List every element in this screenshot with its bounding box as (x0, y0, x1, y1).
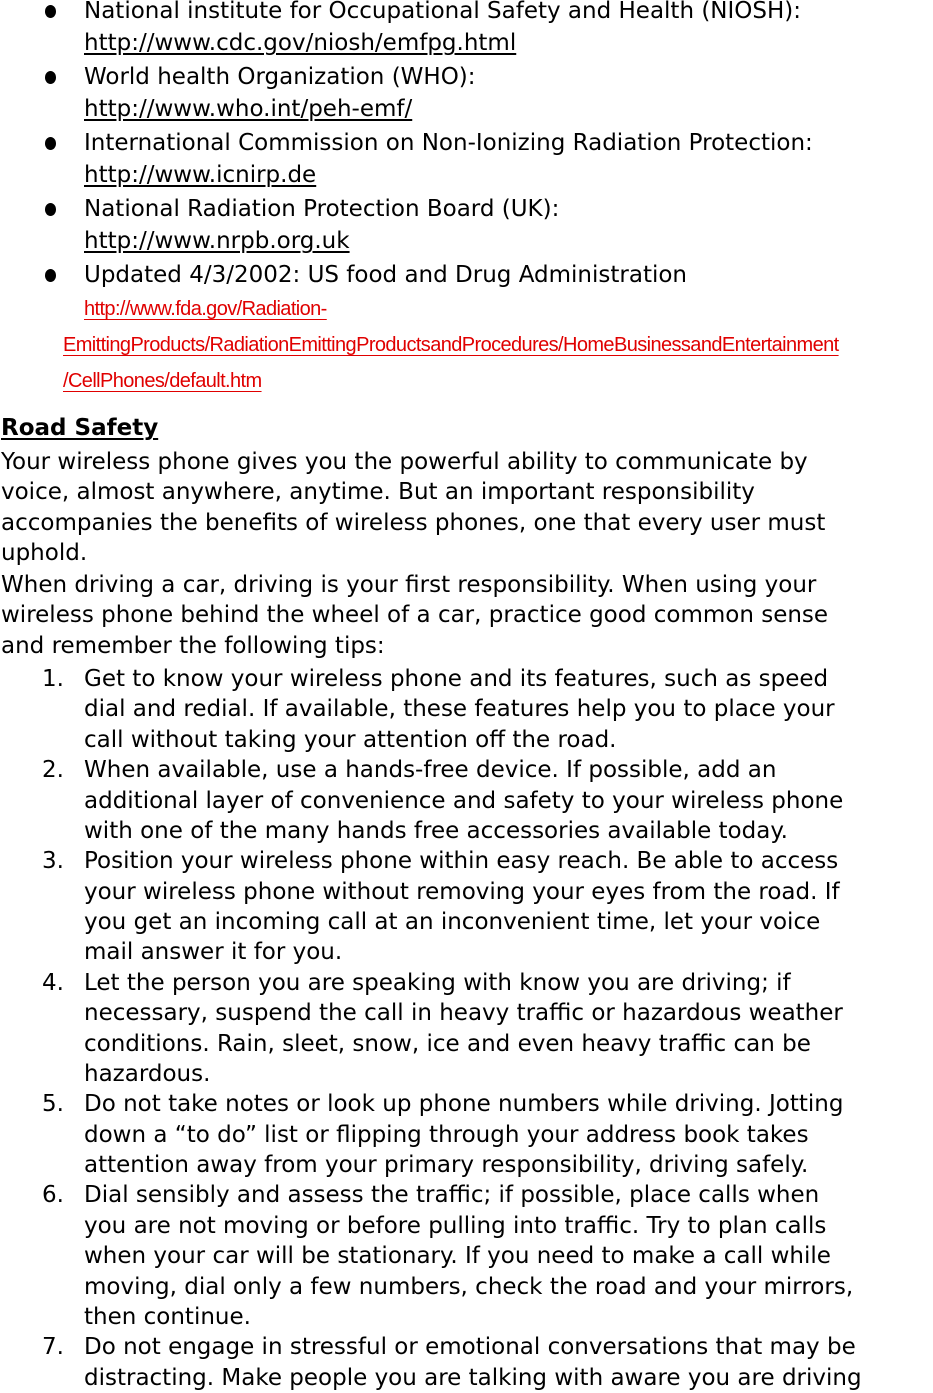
resource-label: World health Organization (WHO): (84, 64, 476, 90)
resource-link[interactable]: http://www.cdc.gov/niosh/emfpg.html (84, 30, 517, 56)
paragraph-line: Your wireless phone gives you the powerful ability to communicate by (1, 449, 808, 475)
tip-line: with one of the many hands free accessories available today. (84, 818, 788, 844)
fda-link[interactable]: EmittingProducts/RadiationEmittingProductsandProcedures/HomeBusinessandEntertainment (63, 334, 839, 356)
tip-line: distracting. Make people you are talking with aware you are driving (84, 1365, 862, 1391)
fda-link[interactable]: http://www.fda.gov/Radiation- (84, 298, 327, 320)
paragraph-line: voice, almost anywhere, anytime. But an important responsibility (1, 479, 755, 505)
tip-number: 2. (42, 757, 64, 783)
tip-line: call without taking your attention off the road. (84, 727, 617, 753)
tip-line: moving, dial only a few numbers, check the road and your mirrors, (84, 1274, 854, 1300)
resource-label: National institute for Occupational Safety and Health (NIOSH): (84, 0, 802, 24)
tip-number: 3. (42, 848, 64, 874)
fda-label: Updated 4/3/2002: US food and Drug Administration (84, 262, 687, 288)
tip-line: additional layer of convenience and safety to your wireless phone (84, 788, 844, 814)
paragraph-line: and remember the following tips: (1, 633, 385, 659)
tip-line: Dial sensibly and assess the traffic; if possible, place calls when (84, 1182, 820, 1208)
tip-line: then continue. (84, 1304, 251, 1330)
resource-link[interactable]: http://www.icnirp.de (84, 162, 317, 188)
bullet-icon (45, 71, 56, 84)
tip-line: Do not engage in stressful or emotional conversations that may be (84, 1334, 856, 1360)
bullet-icon (45, 269, 56, 282)
tip-line: down a “to do” list or flipping through your address book takes (84, 1122, 809, 1148)
tip-line: When available, use a hands-free device. If possible, add an (84, 757, 777, 783)
bullet-icon (45, 5, 56, 18)
tip-number: 5. (42, 1091, 64, 1117)
tip-line: conditions. Rain, sleet, snow, ice and even heavy traffic can be (84, 1031, 811, 1057)
bullet-icon (45, 137, 56, 150)
paragraph-line: wireless phone behind the wheel of a car, practice good common sense (1, 602, 829, 628)
tip-line: attention away from your primary responsibility, driving safely. (84, 1152, 809, 1178)
tip-line: Do not take notes or look up phone numbers while driving. Jotting (84, 1091, 844, 1117)
section-heading: Road Safety (1, 415, 159, 441)
tip-line: dial and redial. If available, these features help you to place your (84, 696, 835, 722)
paragraph-line: When driving a car, driving is your first responsibility. When using your (1, 572, 817, 598)
tip-line: Let the person you are speaking with know you are driving; if (84, 970, 791, 996)
tip-line: you are not moving or before pulling into traffic. Try to plan calls (84, 1213, 827, 1239)
resource-link[interactable]: http://www.who.int/peh-emf/ (84, 96, 413, 122)
resource-label: National Radiation Protection Board (UK): (84, 196, 560, 222)
tip-line: Get to know your wireless phone and its features, such as speed (84, 666, 829, 692)
tip-number: 7. (42, 1334, 64, 1360)
tip-line: your wireless phone without removing your eyes from the road. If (84, 879, 840, 905)
tip-line: you get an incoming call at an inconvenient time, let your voice (84, 909, 821, 935)
bullet-icon (45, 203, 56, 216)
fda-link[interactable]: /CellPhones/default.htm (63, 370, 262, 392)
tip-line: when your car will be stationary. If you need to make a call while (84, 1243, 831, 1269)
tip-line: mail answer it for you. (84, 939, 343, 965)
paragraph-line: uphold. (1, 540, 88, 566)
tip-line: hazardous. (84, 1061, 211, 1087)
tip-line: necessary, suspend the call in heavy traffic or hazardous weather (84, 1000, 843, 1026)
paragraph-line: accompanies the benefits of wireless phones, one that every user must (1, 510, 826, 536)
tip-number: 1. (42, 666, 64, 692)
tip-line: Position your wireless phone within easy reach. Be able to access (84, 848, 839, 874)
resource-link[interactable]: http://www.nrpb.org.uk (84, 228, 350, 254)
tip-number: 4. (42, 970, 64, 996)
resource-label: International Commission on Non-Ionizing Radiation Protection: (84, 130, 813, 156)
tip-number: 6. (42, 1182, 64, 1208)
